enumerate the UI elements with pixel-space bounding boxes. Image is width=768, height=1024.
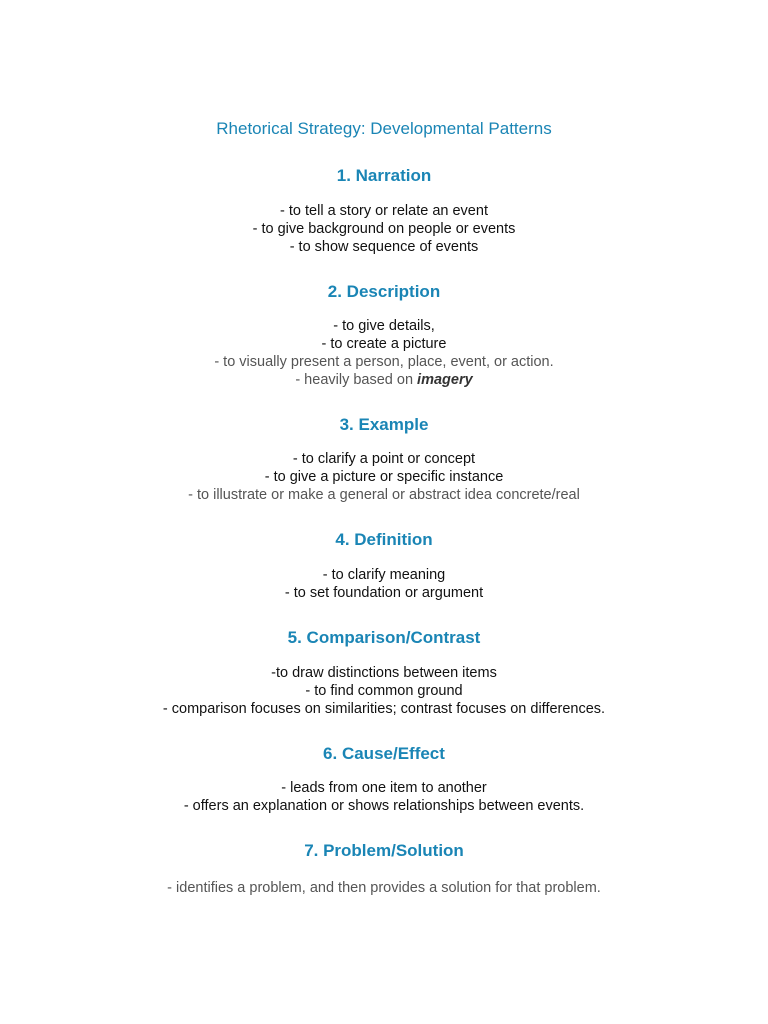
- line-prefix: - heavily based on: [295, 372, 418, 388]
- section-comparison-contrast: [0, 628, 768, 718]
- section-heading: 1. Narration: [336, 166, 432, 185]
- section-lines: [0, 317, 768, 389]
- section-lines: [0, 566, 768, 602]
- section-line: - to find common ground: [305, 683, 463, 699]
- section-line: - to create a picture: [321, 336, 447, 352]
- section-line: - to illustrate or make a general or abstract idea concrete/real: [188, 487, 580, 503]
- section-heading: 6. Cause/Effect: [323, 744, 445, 763]
- section-narration: [0, 166, 768, 256]
- section-heading: 2. Description: [327, 282, 441, 301]
- section-lines: [0, 450, 768, 504]
- section-line: - leads from one item to another: [281, 780, 487, 796]
- section-line: - to tell a story or relate an event: [280, 203, 488, 219]
- section-description: [0, 282, 768, 389]
- section-heading: 7. Problem/Solution: [304, 841, 464, 860]
- document-title: Rhetorical Strategy: Developmental Patterns: [216, 119, 552, 138]
- section-line: - comparison focuses on similarities; contrast focuses on differences.: [162, 701, 606, 717]
- section-lines: [0, 664, 768, 718]
- section-lines: [0, 879, 768, 897]
- section-line: - to set foundation or argument: [284, 585, 484, 601]
- section-cause-effect: [0, 744, 768, 815]
- section-line: - offers an explanation or shows relationships between events.: [183, 798, 585, 814]
- section-line: - to clarify a point or concept: [292, 451, 476, 467]
- section-line: - to clarify meaning: [322, 567, 446, 583]
- section-line: -to draw distinctions between items: [271, 665, 497, 681]
- section-line: - identifies a problem, and then provides a solution for that problem.: [167, 880, 601, 896]
- section-problem-solution: [0, 841, 768, 897]
- section-line: - to give details,: [333, 318, 435, 334]
- section-line: - to visually present a person, place, event, or action.: [214, 354, 554, 370]
- section-example: [0, 415, 768, 504]
- imagery-emphasis: imagery: [417, 372, 473, 388]
- section-heading: 3. Example: [339, 415, 429, 434]
- section-line-imagery: [0, 371, 768, 389]
- section-definition: [0, 530, 768, 602]
- section-lines: [0, 202, 768, 256]
- section-lines: [0, 779, 768, 815]
- section-heading: 4. Definition: [335, 530, 433, 549]
- section-line: - to show sequence of events: [289, 239, 479, 255]
- section-line: - to give background on people or events: [252, 221, 516, 237]
- section-line: - to give a picture or specific instance: [264, 469, 504, 485]
- section-heading: 5. Comparison/Contrast: [287, 628, 481, 647]
